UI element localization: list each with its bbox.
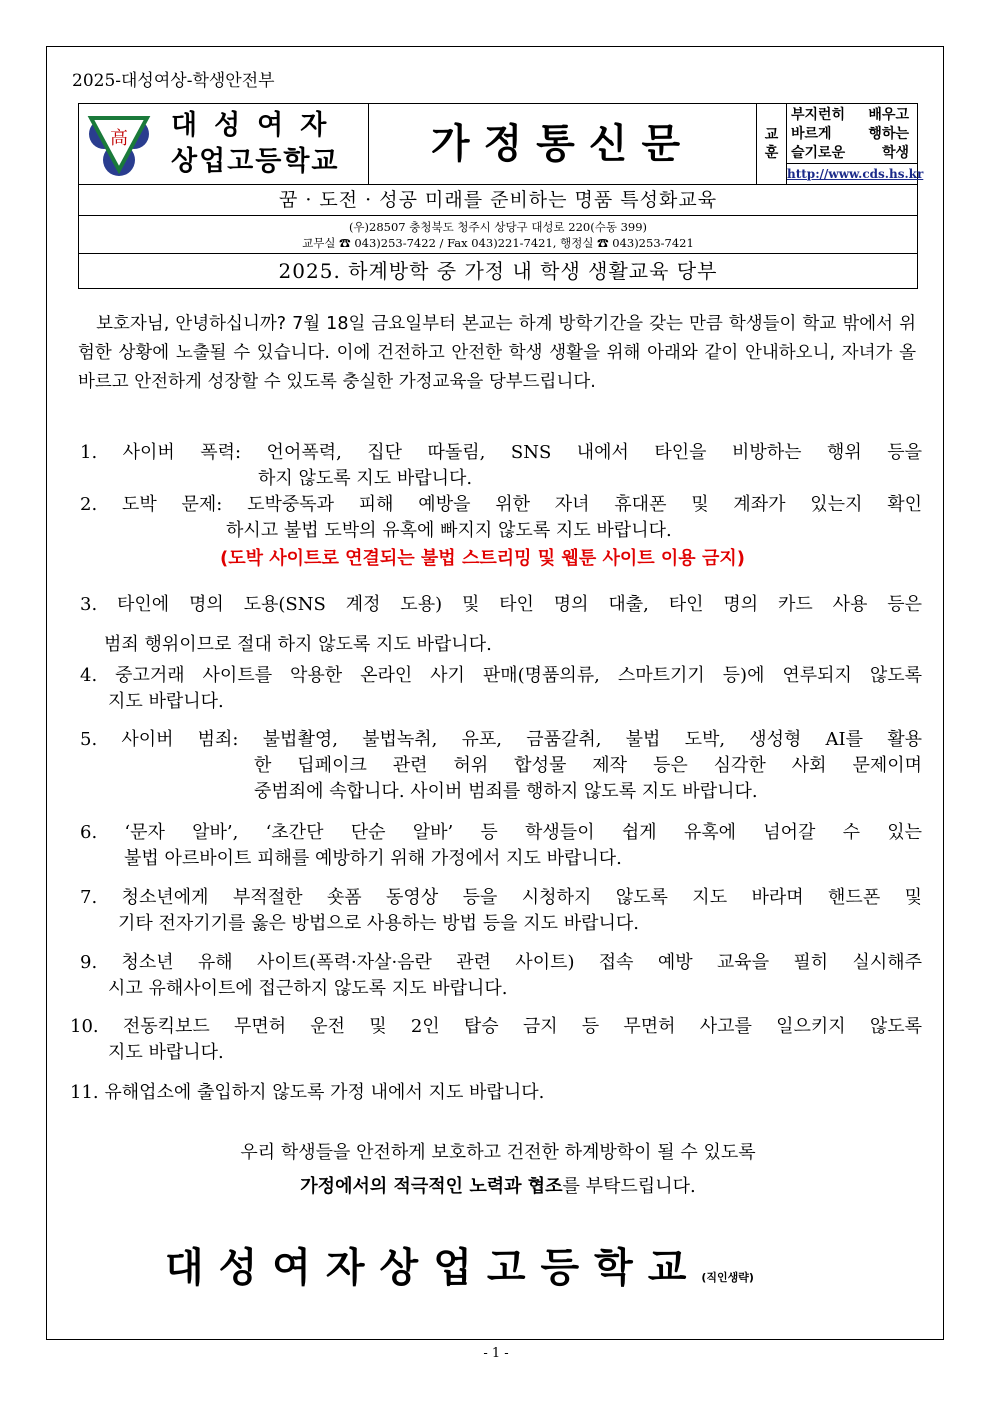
item-line: 6. ‘문자 알바’, ‘초간단 단순 알바’ 등 학생들이 쉽게 유혹에 넘어갈 수 있는 bbox=[80, 822, 922, 843]
item-line: 시고 유해사이트에 접근하지 않도록 지도 바랍니다. bbox=[108, 978, 508, 999]
warning-text: 도박 사이트로 연결되는 불법 스트리밍 및 웹툰 사이트 이용 금지 bbox=[228, 548, 737, 569]
signature-name: 대성여자상업고등학교 bbox=[165, 1245, 702, 1291]
closing-line bbox=[78, 1172, 918, 1198]
item-line: 지도 바랍니다. bbox=[108, 691, 224, 712]
item-line: 11. 유해업소에 출입하지 않도록 가정 내에서 지도 바랍니다. bbox=[70, 1082, 545, 1103]
motto-label-char-2: 훈 bbox=[764, 145, 779, 161]
school-name-line2: 상업고등학교 bbox=[171, 146, 340, 177]
school-name-line1: 대성여자 bbox=[171, 110, 344, 141]
list-item bbox=[80, 440, 922, 492]
item-line: 중범죄에 속합니다. 사이버 범죄를 행하지 않도록 지도 바랍니다. bbox=[254, 781, 758, 802]
item-line: 하지 않도록 지도 바랍니다. bbox=[258, 468, 473, 489]
intro-text: 보호자님, 안녕하십니까? 7월 18일 금요일부터 본교는 하계 방학기간을 갖는 만큼 학생들이 학교 밖에서 위험한 상황에 노출될 수 있습니다. 이에 건전하고 안전한 학생 생활을 위해 아래와 같이 안내하오니, 자녀가 올바르고 안전하게 성장할 수 있도록 충실한 가정교육을 당부드립니다. bbox=[78, 314, 916, 392]
school-emblem-icon bbox=[87, 110, 151, 178]
school-slogan: 꿈 · 도전 · 성공 미래를 준비하는 명품 특성화교육 bbox=[79, 184, 917, 216]
list-item bbox=[80, 727, 922, 805]
list-item bbox=[80, 885, 922, 937]
address: (우)28507 충청북도 청주시 상당구 대성로 220(수동 399) bbox=[348, 220, 648, 234]
school-logo-cell bbox=[79, 104, 369, 184]
item-line: 한 딥페이크 관련 허위 합성물 제작 등은 심각한 사회 문제이며 bbox=[254, 755, 922, 776]
item-line: 지도 바랍니다. bbox=[108, 1042, 224, 1063]
school-name bbox=[171, 108, 343, 180]
list-item bbox=[80, 950, 922, 1002]
emblem-char: 高 bbox=[110, 128, 128, 149]
school-motto bbox=[787, 104, 917, 164]
item-line: 불법 아르바이트 피해를 예방하기 위해 가정에서 지도 바랍니다. bbox=[124, 848, 622, 869]
item-line: 1. 사이버 폭력: 언어폭력, 집단 따돌림, SNS 내에서 타인을 비방하는 행위 등을 bbox=[80, 442, 922, 463]
warning-note: (도박 사이트로 연결되는 불법 스트리밍 및 웹툰 사이트 이용 금지) bbox=[220, 548, 745, 569]
intro-paragraph bbox=[78, 310, 916, 397]
page-number: - 1 - bbox=[483, 1346, 509, 1361]
item-line: 7. 청소년에게 부적절한 숏폼 동영상 등을 시청하지 않도록 지도 바라며 핸드폰 및 bbox=[80, 887, 922, 908]
school-url-link[interactable]: http://www.cds.hs.kr bbox=[787, 167, 924, 181]
motto-label bbox=[757, 104, 787, 184]
letter-subject: 2025. 하계방학 중 가정 내 학생 생활교육 당부 bbox=[278, 259, 718, 283]
item-line: 기타 전자기기를 옳은 방법으로 사용하는 방법 등을 지도 바랍니다. bbox=[118, 913, 639, 934]
closing-emphasis: 가정에서의 적극적인 노력과 협조 bbox=[300, 1176, 563, 1197]
list-item bbox=[70, 1080, 912, 1106]
letterhead bbox=[78, 103, 924, 289]
page-title: 가정통신문 bbox=[369, 104, 757, 184]
motto-line: 부지런히 배우고 bbox=[791, 107, 909, 123]
motto-line: 슬기로운 학생 bbox=[791, 145, 909, 161]
list-item bbox=[80, 663, 922, 715]
list-item bbox=[80, 820, 922, 872]
item-line: 10. 전동킥보드 무면허 운전 및 2인 탑승 금지 등 무면허 사고를 일으키지 않도록 bbox=[70, 1016, 922, 1037]
list-item bbox=[80, 492, 922, 572]
motto-label-char-1: 교 bbox=[764, 127, 779, 143]
item-line: 하시고 불법 도박의 유혹에 빠지지 않도록 지도 바랍니다. bbox=[226, 520, 672, 541]
document-number: 2025-대성여상-학생안전부 bbox=[72, 71, 275, 91]
list-item bbox=[70, 1014, 922, 1066]
item-line: 3. 타인에 명의 도용(SNS 계정 도용) 및 타인 명의 대출, 타인 명의 카드 사용 등은 bbox=[80, 594, 922, 615]
closing-rest: 를 부탁드립니다. bbox=[562, 1176, 696, 1197]
address-block bbox=[79, 216, 917, 254]
school-signature bbox=[165, 1236, 754, 1293]
motto-line: 바르게 행하는 bbox=[791, 126, 909, 142]
item-line: 9. 청소년 유해 사이트(폭력·자살·음란 관련 사이트) 접속 예방 교육을 필히 실시해주 bbox=[80, 952, 922, 973]
item-line: 범죄 행위이므로 절대 하지 않도록 지도 바랍니다. bbox=[104, 634, 492, 655]
seal-note: (직인생략) bbox=[701, 1271, 754, 1284]
item-line: 2. 도박 문제: 도박중독과 피해 예방을 위한 자녀 휴대폰 및 계좌가 있는지 확인 bbox=[80, 494, 922, 515]
closing-line: 우리 학생들을 안전하게 보호하고 건전한 하계방학이 될 수 있도록 bbox=[240, 1142, 756, 1163]
list-item bbox=[80, 585, 922, 665]
contact-info: 교무실 ☎ 043)253-7422 / Fax 043)221-7421, 행정실 ☎ 043)253-7421 bbox=[302, 236, 694, 250]
item-line: 4. 중고거래 사이트를 악용한 온라인 사기 판매(명품의류, 스마트기기 등)에 연루되지 않도록 bbox=[80, 665, 922, 686]
item-line: 5. 사이버 범죄: 불법촬영, 불법녹취, 유포, 금품갈취, 불법 도박, 생성형 AI를 활용 bbox=[80, 729, 922, 750]
